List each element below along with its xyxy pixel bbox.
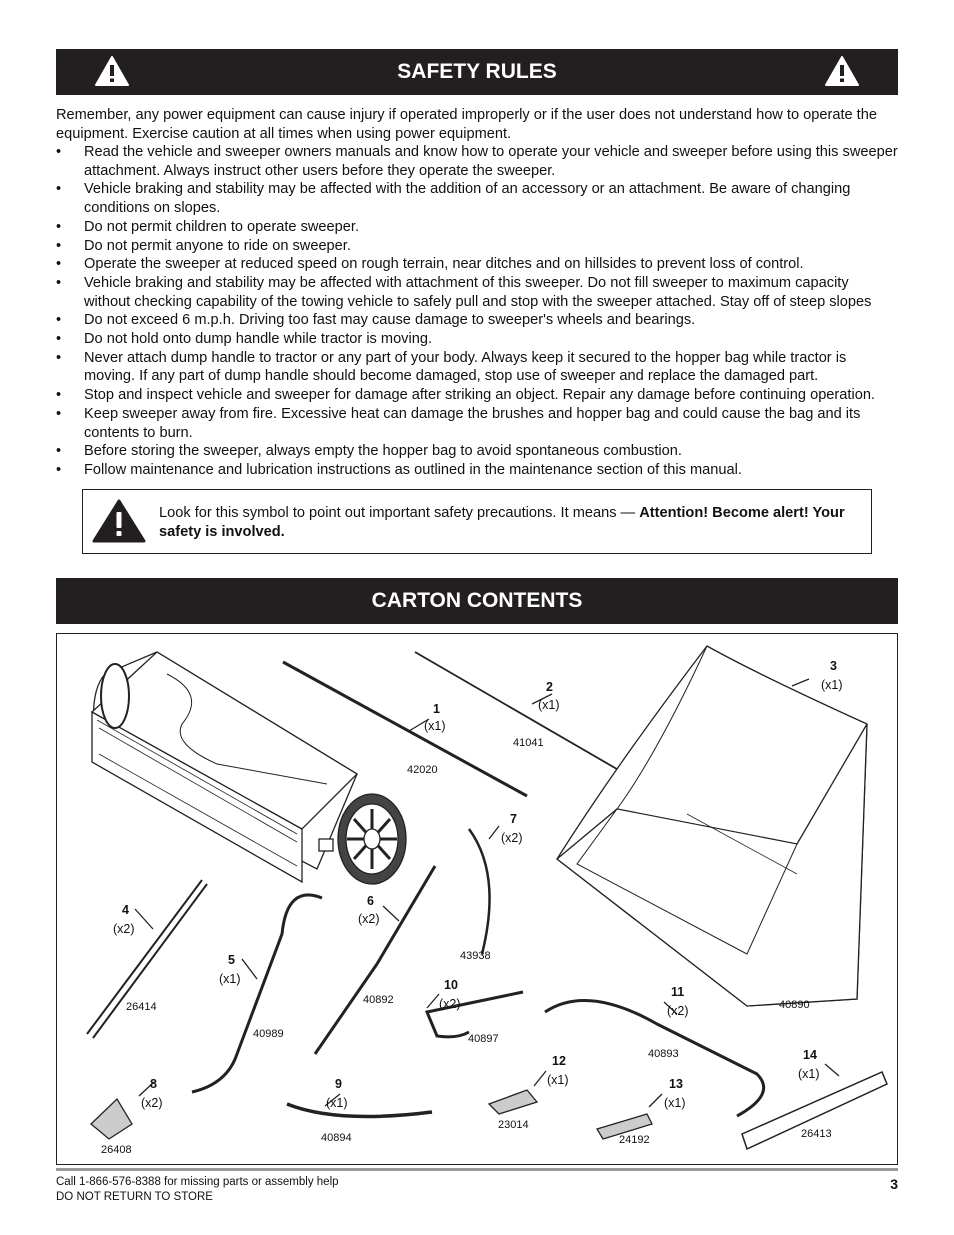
part-callout-14 (798, 1048, 832, 1140)
part-callout-9 (321, 1077, 352, 1144)
safety-rule-item (56, 442, 898, 461)
part-6-drawing (315, 866, 435, 1054)
part-callout-13 (619, 1077, 686, 1146)
safety-intro: Remember, any power equipment can cause injury if operated improperly or if the user does not understand how to operate the equipment. Exercise caution at all times when using power equipment. (56, 107, 877, 142)
part-callout-12 (498, 1054, 569, 1131)
safety-rules-list (56, 143, 898, 480)
safety-rule-text: Do not hold onto dump handle while tractor is moving. (84, 331, 433, 348)
safety-rule-text: Vehicle braking and stability may be affected with the addition of an accessory or an attachment. Be aware of changing conditions on slopes. (84, 181, 851, 217)
parts-illustration (57, 634, 897, 1164)
svg-text:41041: 41041 (513, 737, 544, 749)
svg-text:(x2): (x2) (113, 922, 135, 936)
svg-text:6: 6 (367, 894, 374, 908)
svg-text:26414: 26414 (126, 1001, 157, 1013)
bullet: • (56, 312, 62, 329)
safety-rule-item (56, 461, 898, 480)
svg-text:40893: 40893 (648, 1048, 679, 1060)
callout-text-bold: Attention! Become alert! Your safety is involved. (159, 505, 845, 540)
bullet: • (56, 405, 62, 422)
part-2-drawing (415, 652, 622, 772)
bullet: • (56, 237, 62, 254)
safety-rule-text: Do not permit anyone to ride on sweeper. (84, 237, 351, 254)
safety-rule-text: Do not exceed 6 m.p.h. Driving too fast may cause damage to sweeper's wheels and bearings. (84, 312, 696, 329)
svg-text:40892: 40892 (363, 994, 394, 1006)
svg-text:13: 13 (669, 1077, 683, 1091)
svg-text:(x2): (x2) (439, 997, 461, 1011)
svg-text:42020: 42020 (407, 764, 438, 776)
svg-text:(x1): (x1) (219, 972, 241, 986)
svg-text:3: 3 (830, 659, 837, 673)
svg-text:11: 11 (671, 985, 685, 999)
warning-triangle-icon (94, 55, 130, 87)
svg-text:(x1): (x1) (547, 1073, 569, 1087)
safety-rule-item (56, 237, 898, 256)
safety-rule-item (56, 274, 898, 311)
svg-text:(x1): (x1) (798, 1067, 820, 1081)
bullet: • (56, 349, 62, 366)
carton-contents-diagram (56, 633, 898, 1165)
part-callout-10 (439, 978, 499, 1045)
sweeper-body-drawing (92, 652, 406, 884)
footer-rule (56, 1168, 898, 1171)
svg-text:8: 8 (150, 1077, 157, 1091)
safety-rule-text: Vehicle braking and stability may be affected with attachment of this sweeper. Do not fill sweeper to maximum capacity without checking capability of the towing vehicle to safely pull and stop with the sweeper attached. Stay off of steep slopes (84, 274, 872, 310)
svg-text:7: 7 (510, 812, 517, 826)
svg-text:24192: 24192 (619, 1134, 650, 1146)
svg-text:12: 12 (552, 1054, 566, 1068)
bullet: • (56, 443, 62, 460)
part-callout-4 (113, 903, 157, 1013)
svg-text:4: 4 (122, 903, 129, 917)
safety-rule-text: Keep sweeper away from fire. Excessive heat can damage the brushes and hopper bag and could cause the bag and its contents to burn. (84, 405, 861, 441)
part-8-drawing (91, 1099, 132, 1139)
bullet: • (56, 218, 62, 235)
safety-rule-item (56, 180, 898, 217)
footer (56, 1175, 339, 1205)
part-12-drawing (489, 1090, 537, 1114)
warning-triangle-icon (824, 55, 860, 87)
safety-rule-item (56, 143, 898, 180)
safety-rule-text: Stop and inspect vehicle and sweeper for damage after striking an object. Repair any damage before continuing operation. (84, 387, 875, 404)
safety-rule-text: Never attach dump handle to tractor or any part of your body. Always keep it secured to the hopper bag while tractor is moving. If any part of dump handle should become damaged, stop use of sweeper and replace the damaged part. (84, 349, 847, 385)
bullet: • (56, 181, 62, 198)
safety-rule-item (56, 349, 898, 386)
svg-text:40989: 40989 (253, 1028, 284, 1040)
svg-text:40890: 40890 (779, 999, 810, 1011)
safety-rule-item (56, 386, 898, 405)
carton-contents-title: CARTON CONTENTS (371, 589, 583, 612)
svg-text:(x2): (x2) (141, 1096, 163, 1110)
bullet: • (56, 387, 62, 404)
svg-text:(x2): (x2) (667, 1004, 689, 1018)
safety-rule-text: Read the vehicle and sweeper owners manuals and know how to operate your vehicle and sweeper before using this sweeper attachment. Always instruct other users before they operate the sweeper. (84, 144, 898, 179)
footer-return-line: DO NOT RETURN TO STORE (56, 1191, 213, 1203)
svg-text:(x1): (x1) (664, 1096, 686, 1110)
part-3-drawing (557, 646, 867, 1006)
svg-text:40897: 40897 (468, 1033, 499, 1045)
part-4-drawing (87, 880, 207, 1038)
svg-text:26413: 26413 (801, 1128, 832, 1140)
svg-text:(x2): (x2) (501, 831, 523, 845)
svg-text:43938: 43938 (460, 950, 491, 962)
part-callout-2 (513, 680, 560, 749)
part-7-drawing (469, 829, 490, 954)
svg-text:(x2): (x2) (358, 912, 380, 926)
svg-text:14: 14 (803, 1048, 817, 1062)
bullet: • (56, 331, 62, 348)
safety-rule-item (56, 255, 898, 274)
svg-text:(x1): (x1) (326, 1096, 348, 1110)
svg-text:26408: 26408 (101, 1144, 132, 1156)
safety-rule-item (56, 405, 898, 442)
svg-text:40894: 40894 (321, 1132, 352, 1144)
svg-text:2: 2 (546, 680, 553, 694)
bullet: • (56, 274, 62, 291)
svg-text:(x1): (x1) (538, 698, 560, 712)
safety-rule-text: Do not permit children to operate sweeper. (84, 218, 360, 235)
svg-text:1: 1 (433, 702, 440, 716)
svg-text:23014: 23014 (498, 1119, 529, 1131)
part-callout-7 (460, 812, 523, 962)
footer-help-line: Call 1-866-576-8388 for missing parts or assembly help (56, 1176, 339, 1188)
safety-rule-item (56, 330, 898, 349)
safety-rule-text: Operate the sweeper at reduced speed on rough terrain, near ditches and on hillsides to prevent loss of control. (84, 256, 804, 273)
warning-triangle-icon (91, 498, 147, 544)
bullet: • (56, 461, 62, 478)
bullet: • (56, 144, 62, 160)
callout-text-plain: Look for this symbol to point out important safety precautions. It means — (159, 505, 640, 521)
safety-rule-text: Follow maintenance and lubrication instructions as outlined in the maintenance section of this manual. (84, 461, 742, 478)
svg-text:(x1): (x1) (424, 719, 446, 733)
bullet: • (56, 256, 62, 273)
svg-text:(x1): (x1) (821, 678, 843, 692)
safety-rules-banner (56, 49, 898, 95)
safety-rule-item (56, 311, 898, 330)
safety-rule-text: Before storing the sweeper, always empty the hopper bag to avoid spontaneous combustion. (84, 443, 682, 460)
page-number: 3 (890, 1176, 898, 1192)
svg-text:10: 10 (444, 978, 458, 992)
callout-text (159, 504, 869, 542)
carton-contents-banner (56, 578, 898, 624)
part-9-drawing (287, 1104, 432, 1117)
svg-text:9: 9 (335, 1077, 342, 1091)
part-callout-5 (219, 953, 284, 1040)
part-5-drawing (192, 895, 322, 1092)
svg-text:5: 5 (228, 953, 235, 967)
safety-rules-title: SAFETY RULES (397, 60, 557, 83)
safety-symbol-callout (82, 489, 872, 554)
safety-rule-item (56, 218, 898, 237)
